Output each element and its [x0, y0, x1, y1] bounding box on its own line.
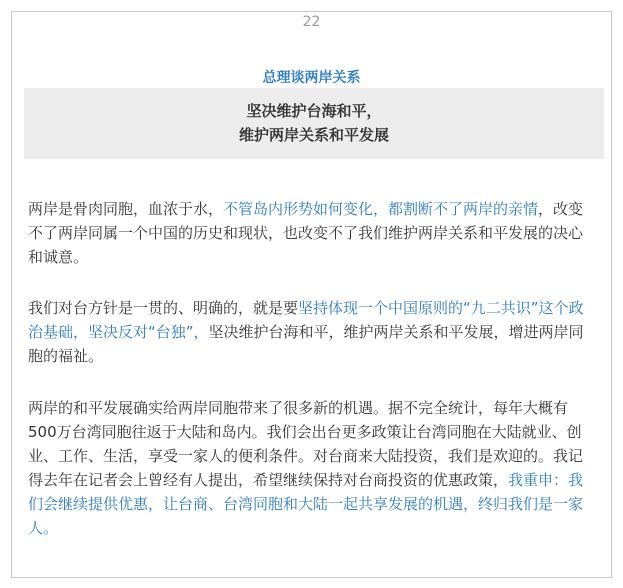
headline-box	[24, 88, 604, 159]
paragraph-3	[28, 396, 596, 540]
paragraph-2-text-a: 我们对台方针是一贯的、明确的，就是要	[28, 299, 299, 317]
paragraph-1	[28, 197, 596, 269]
paragraph-1-text-a: 两岸是骨肉同胞，血浓于水，	[28, 200, 224, 218]
headline-line-2: 维护两岸关系和平发展	[238, 126, 389, 144]
headline-line-1: 坚决维护台海和平，	[246, 102, 382, 120]
page-frame	[11, 11, 612, 578]
paragraph-2-text-b: 坚决维护台海和平，维护两岸关系和平发展，增进两岸同胞的福祉。	[28, 323, 584, 365]
paragraph-3-highlight: 我重申：我们会继续提供优惠，让台商、台湾同胞和大陆一起共享发展的机遇，终归我们是一家人。	[28, 471, 584, 537]
paragraph-1-highlight: 不管岛内形势如何变化，都割断不了两岸的亲情	[223, 200, 539, 218]
paragraph-3-text-a: 两岸的和平发展确实给两岸同胞带来了很多新的机遇。据不完全统计，每年大概有500万台湾同胞往返于大陆和岛内。我们会出台更多政策让台湾同胞在大陆就业、创业、工作、生活，享受一家人的便利条件。对台商来大陆投资，我们是欢迎的。我记得去年在记者会上曾经有人提出，希望继续保持对台商投资的优惠政策，	[28, 399, 584, 489]
paragraph-2	[28, 296, 596, 368]
section-title: 总理谈两岸关系	[262, 70, 361, 86]
page-number: 22	[293, 12, 331, 32]
paragraph-2-highlight: 坚持体现一个中国原则的“九二共识”这个政治基础，坚决反对“台独”，	[28, 299, 584, 341]
paragraph-1-text-b: ，改变不了两岸同属一个中国的历史和现状，也改变不了我们维护两岸关系和平发展的决心和诚意。	[28, 200, 584, 266]
